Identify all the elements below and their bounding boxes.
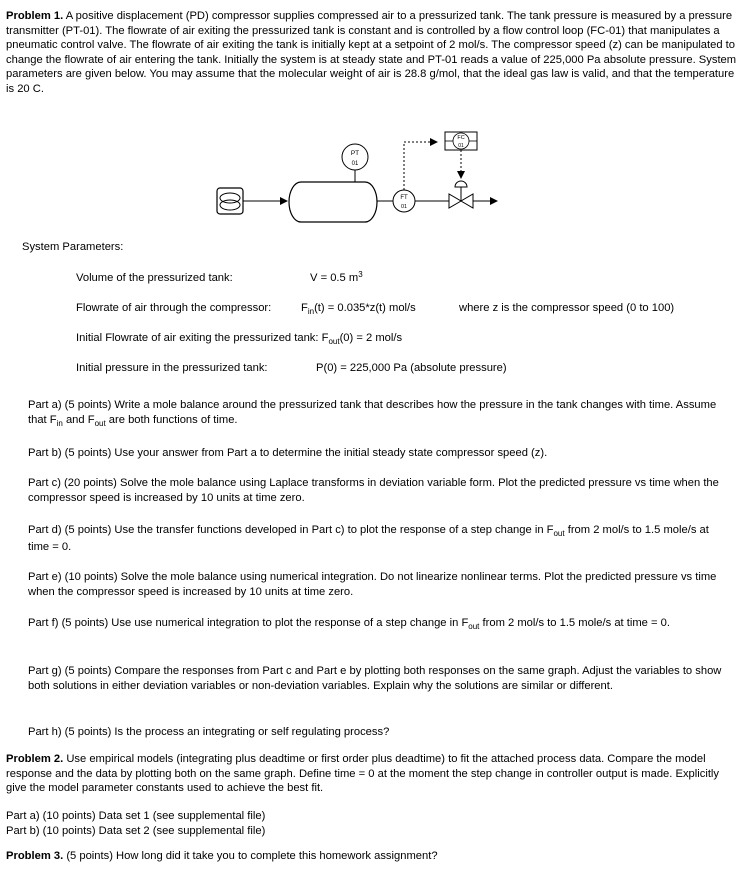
ft-01-instrument xyxy=(393,190,415,212)
problem3-text: (5 points) How long did it take you to complete this homework assignment? xyxy=(66,850,438,862)
volume-value xyxy=(310,271,363,286)
initial-flow xyxy=(76,331,402,346)
part-1b: Part b) (5 points) Use your answer from Part a to determine the initial steady state compressor speed (z). xyxy=(28,447,548,459)
problem1-intro xyxy=(6,9,741,97)
initial-flow-value: (0) = 2 mol/s xyxy=(339,332,403,344)
pt-num: 01 xyxy=(351,161,359,167)
compressor-icon xyxy=(217,188,243,214)
problem2-heading: Problem 2. xyxy=(6,753,64,765)
flow-subscript: in xyxy=(307,307,315,316)
part-1c: Part c) (20 points) Solve the mole balance using Laplace transforms in deviation variable form. Plot the predicted pressure vs time when the compressor speed is increased by 10 units at time zero. xyxy=(28,477,719,504)
part-1f-sub-out: out xyxy=(468,622,480,631)
problem2-text: Use empirical models (integrating plus deadtime or first order plus deadtime) to fit the attached process data. Compare the model response and the data by plotting both on the same graph. Define time = 0 at the moment the step change in controller output is made. Explicitly give the model parameter constants used to achieve the best fit. xyxy=(6,753,720,795)
process-diagram-svg xyxy=(215,124,505,232)
part-1d-text: Part d) (5 points) Use the transfer functions developed in Part c) to plot the response of a step change in F xyxy=(28,524,554,536)
part-1f-post: from 2 mol/s to 1.5 mole/s at time = 0. xyxy=(479,617,670,629)
ft-num: 01 xyxy=(400,204,408,210)
part-1d xyxy=(28,522,733,556)
volume-exponent: 3 xyxy=(358,270,363,279)
flow-F: F xyxy=(301,302,308,314)
part-1g: Part g) (5 points) Compare the responses from Part c and Part e by plotting both responses on the same graph. Adjust the variables to show both solutions in either deviation variables or non-deviation variables. Explain why the solutions are similar or different. xyxy=(28,665,722,692)
part-1f xyxy=(28,615,733,632)
part-1a-post: are both functions of time. xyxy=(105,413,238,426)
part-1a-text: Part a) (5 points) Write a mole balance around the pressurized tank that describes how the pressure in the tank changes with time. Assume that F xyxy=(28,399,717,426)
parameters-heading: System Parameters: xyxy=(22,241,124,253)
fc-tag: FC xyxy=(457,135,465,141)
part-1d-post: from 2 mol/s to 1.5 mole/s at time = 0. xyxy=(28,524,709,553)
flow-label: Flowrate of air through the compressor: xyxy=(76,302,272,314)
flow-value-text: (t) = 0.035*z(t) mol/s xyxy=(314,302,416,314)
flow-value xyxy=(301,301,416,316)
problem1-heading: Problem 1. xyxy=(6,10,64,22)
ft-to-fc-signal xyxy=(404,142,437,190)
problem2-text-block xyxy=(6,752,741,796)
volume-label: Volume of the pressurized tank: xyxy=(76,272,233,284)
part-1a-sub-in: in xyxy=(56,418,63,428)
part-1h: Part h) (5 points) Is the process an integrating or self regulating process? xyxy=(28,726,390,738)
pressurized-tank-icon xyxy=(289,182,377,222)
problem3-heading: Problem 3. xyxy=(6,850,64,862)
pt-tag: PT xyxy=(350,150,360,157)
pt-01-instrument xyxy=(342,144,368,170)
flow-note: where z is the compressor speed (0 to 100) xyxy=(459,302,675,314)
problem2-part-b: Part b) (10 points) Data set 2 (see supplemental file) xyxy=(6,825,266,837)
problem1-text: A positive displacement (PD) compressor supplies compressed air to a pressurized tank. The tank pressure is measured by a pressure transmitter (PT-01). The flowrate of air exiting the pressurized tank is constant and is controlled by a flow control loop (FC-01) that manipulates a pneumatic control valve. The flowrate of air exiting the tank is initially kept at a setpoint of 2 mol/s. The compressor speed (z) can be manipulated to change the flowrate of air entering the tank. Initially the system is at steady state and PT-01 reads a value of 225,000 Pa absolute pressure. System parameters are given below. You may assume that the molecular weight of air is 28.8 g/mol, that the ideal gas law is valid, and that the temperature is 20 C. xyxy=(6,10,737,95)
part-1a-sub-out: out xyxy=(94,418,106,428)
control-valve-icon xyxy=(449,181,473,208)
initial-flow-label: Initial Flowrate of air exiting the pressurized tank: F xyxy=(76,332,329,344)
problem2-part-a: Part a) (10 points) Data set 1 (see supplemental file) xyxy=(6,810,266,822)
part-1a-mid: and F xyxy=(62,413,95,426)
part-1a xyxy=(28,398,733,427)
ft-tag: FT xyxy=(400,195,408,201)
initial-pressure-value: P(0) = 225,000 Pa (absolute pressure) xyxy=(316,362,507,374)
initial-flow-subscript: out xyxy=(328,337,340,346)
part-1f-text: Part f) (5 points) Use use numerical integration to plot the response of a step change in F xyxy=(28,617,469,629)
fc-num: 01 xyxy=(458,143,464,149)
problem3-block xyxy=(6,849,741,864)
initial-pressure-label: Initial pressure in the pressurized tank: xyxy=(76,362,268,374)
volume-value-text: V = 0.5 m xyxy=(310,272,359,284)
part-1d-sub-out: out xyxy=(553,529,565,538)
fc-01-controller xyxy=(445,132,477,150)
part-1e: Part e) (10 points) Solve the mole balance using numerical integration. Do not linearize nonlinear terms. Plot the predicted pressure vs time when the compressor speed is increased by 10 units at time zero. xyxy=(28,571,717,598)
process-diagram xyxy=(215,124,505,232)
